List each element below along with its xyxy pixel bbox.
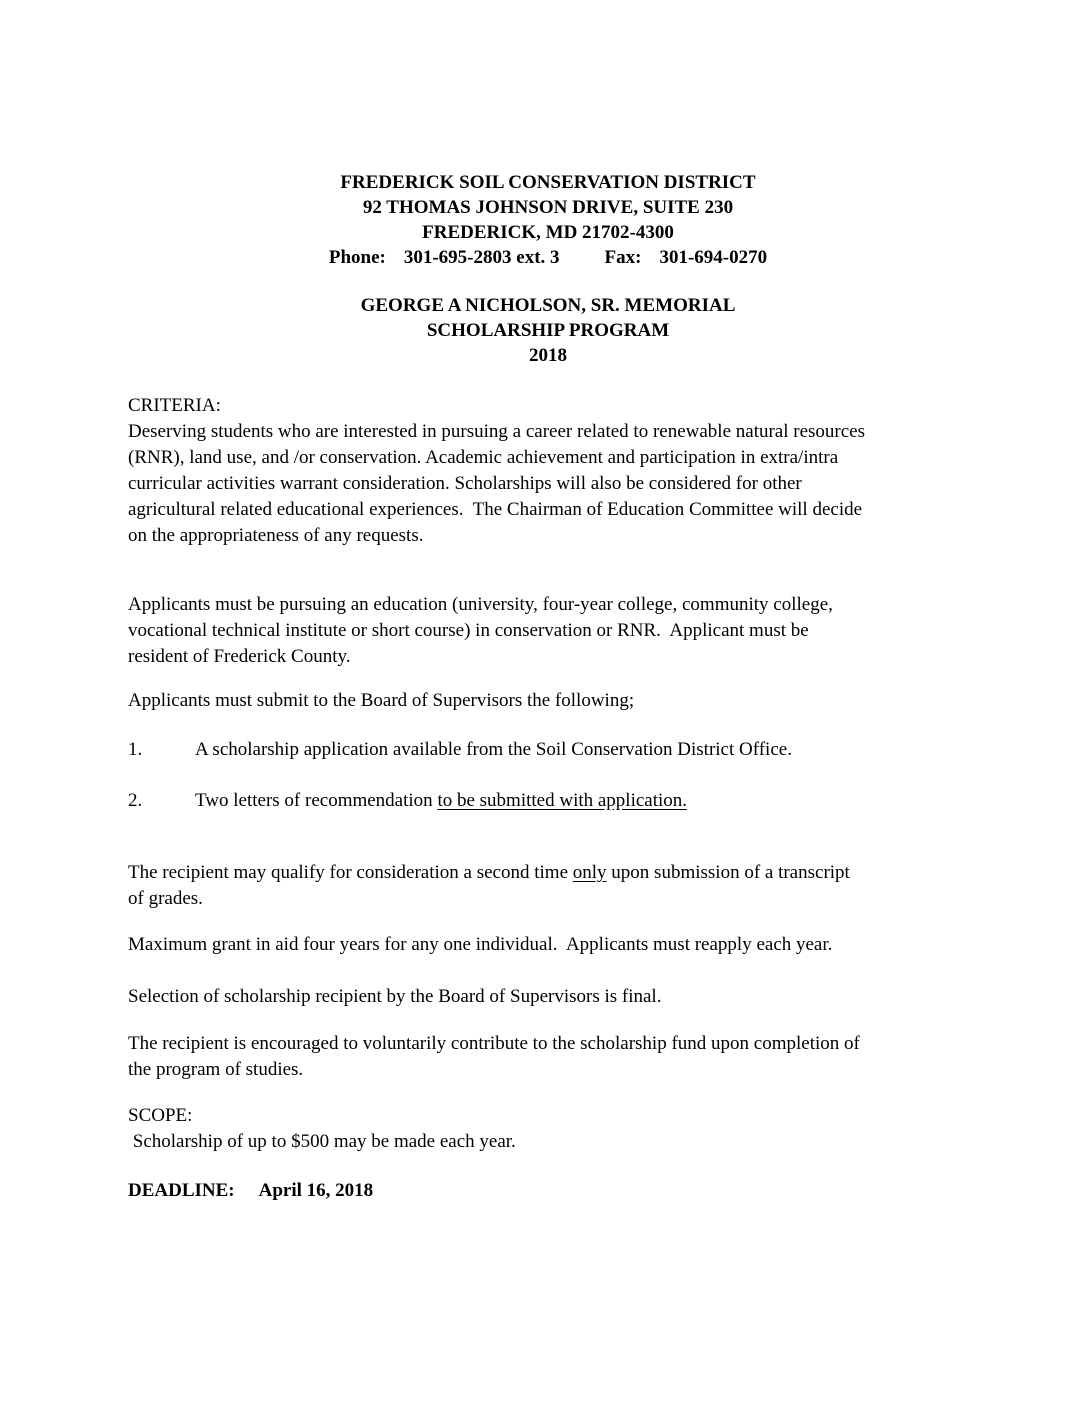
list-item-2-number: 2.	[128, 790, 143, 811]
submit-intro-paragraph: Applicants must submit to the Board of Supervisors the following;	[128, 690, 635, 711]
title-line-1: GEORGE A NICHOLSON, SR. MEMORIAL	[360, 295, 736, 316]
criteria-line: Deserving students who are interested in pursuing a career related to renewable natural resources	[128, 421, 866, 442]
selection-paragraph: Selection of scholarship recipient by the Board of Supervisors is final.	[128, 986, 662, 1007]
requalify-line-2: of grades.	[128, 888, 203, 909]
contribute-line: the program of studies.	[128, 1059, 304, 1080]
criteria-line: agricultural related educational experiences. The Chairman of Education Committee will decide	[128, 499, 863, 520]
list-item-1-text: A scholarship application available from the Soil Conservation District Office.	[195, 739, 792, 760]
document-title	[128, 293, 968, 368]
org-city-state-zip: FREDERICK, MD 21702-4300	[422, 222, 674, 243]
list-item-2-text-normal: Two letters of recommendation	[195, 790, 438, 811]
list-item-2-text	[195, 788, 687, 814]
criteria-paragraph	[128, 419, 968, 549]
requalify-pre: The recipient may qualify for consideration a second time	[128, 862, 573, 883]
requalify-line-1	[128, 860, 968, 886]
criteria-line: on the appropriateness of any requests.	[128, 525, 424, 546]
fax-label: Fax:	[604, 247, 642, 268]
criteria-line: curricular activities warrant consideration. Scholarships will also be considered for other	[128, 473, 802, 494]
education-line: vocational technical institute or short course) in conservation or RNR. Applicant must be	[128, 620, 809, 641]
title-line-2: SCHOLARSHIP PROGRAM	[426, 320, 670, 341]
phone-fax-line	[128, 245, 968, 270]
contribute-paragraph	[128, 1031, 968, 1083]
document-content	[128, 170, 968, 1204]
contribute-line: The recipient is encouraged to voluntarily contribute to the scholarship fund upon completion of	[128, 1033, 860, 1054]
education-paragraph	[128, 592, 968, 670]
requalify-paragraph	[128, 860, 968, 912]
deadline-value: April 16, 2018	[258, 1180, 374, 1201]
list-item-2	[128, 788, 968, 814]
fax-number: 301-694-0270	[659, 247, 768, 268]
list-item-1	[128, 737, 968, 763]
criteria-heading: CRITERIA:	[128, 395, 221, 416]
phone-label: Phone:	[328, 247, 386, 268]
scope-heading: SCOPE:	[128, 1105, 193, 1126]
letterhead	[128, 170, 968, 270]
deadline-line	[128, 1178, 968, 1204]
deadline-label: DEADLINE:	[128, 1180, 235, 1201]
title-year: 2018	[529, 345, 567, 366]
education-line: resident of Frederick County.	[128, 646, 351, 667]
requalify-underlined: only	[572, 862, 607, 883]
phone-number: 301-695-2803 ext. 3	[403, 247, 560, 268]
criteria-line: (RNR), land use, and /or conservation. Academic achievement and participation in extra/intra	[128, 447, 839, 468]
max-grant-paragraph: Maximum grant in aid four years for any one individual. Applicants must reapply each year.	[128, 934, 833, 955]
org-name: FREDERICK SOIL CONSERVATION DISTRICT	[340, 172, 756, 193]
list-item-1-number: 1.	[128, 739, 143, 760]
org-address: 92 THOMAS JOHNSON DRIVE, SUITE 230	[362, 197, 734, 218]
scope-section	[128, 1103, 968, 1155]
requalify-post: upon submission of a transcript	[606, 862, 850, 883]
list-item-2-text-underlined: to be submitted with application.	[437, 790, 688, 811]
scope-body: Scholarship of up to $500 may be made each year.	[128, 1131, 516, 1152]
education-line: Applicants must be pursuing an education (university, four-year college, community college,	[128, 594, 833, 615]
